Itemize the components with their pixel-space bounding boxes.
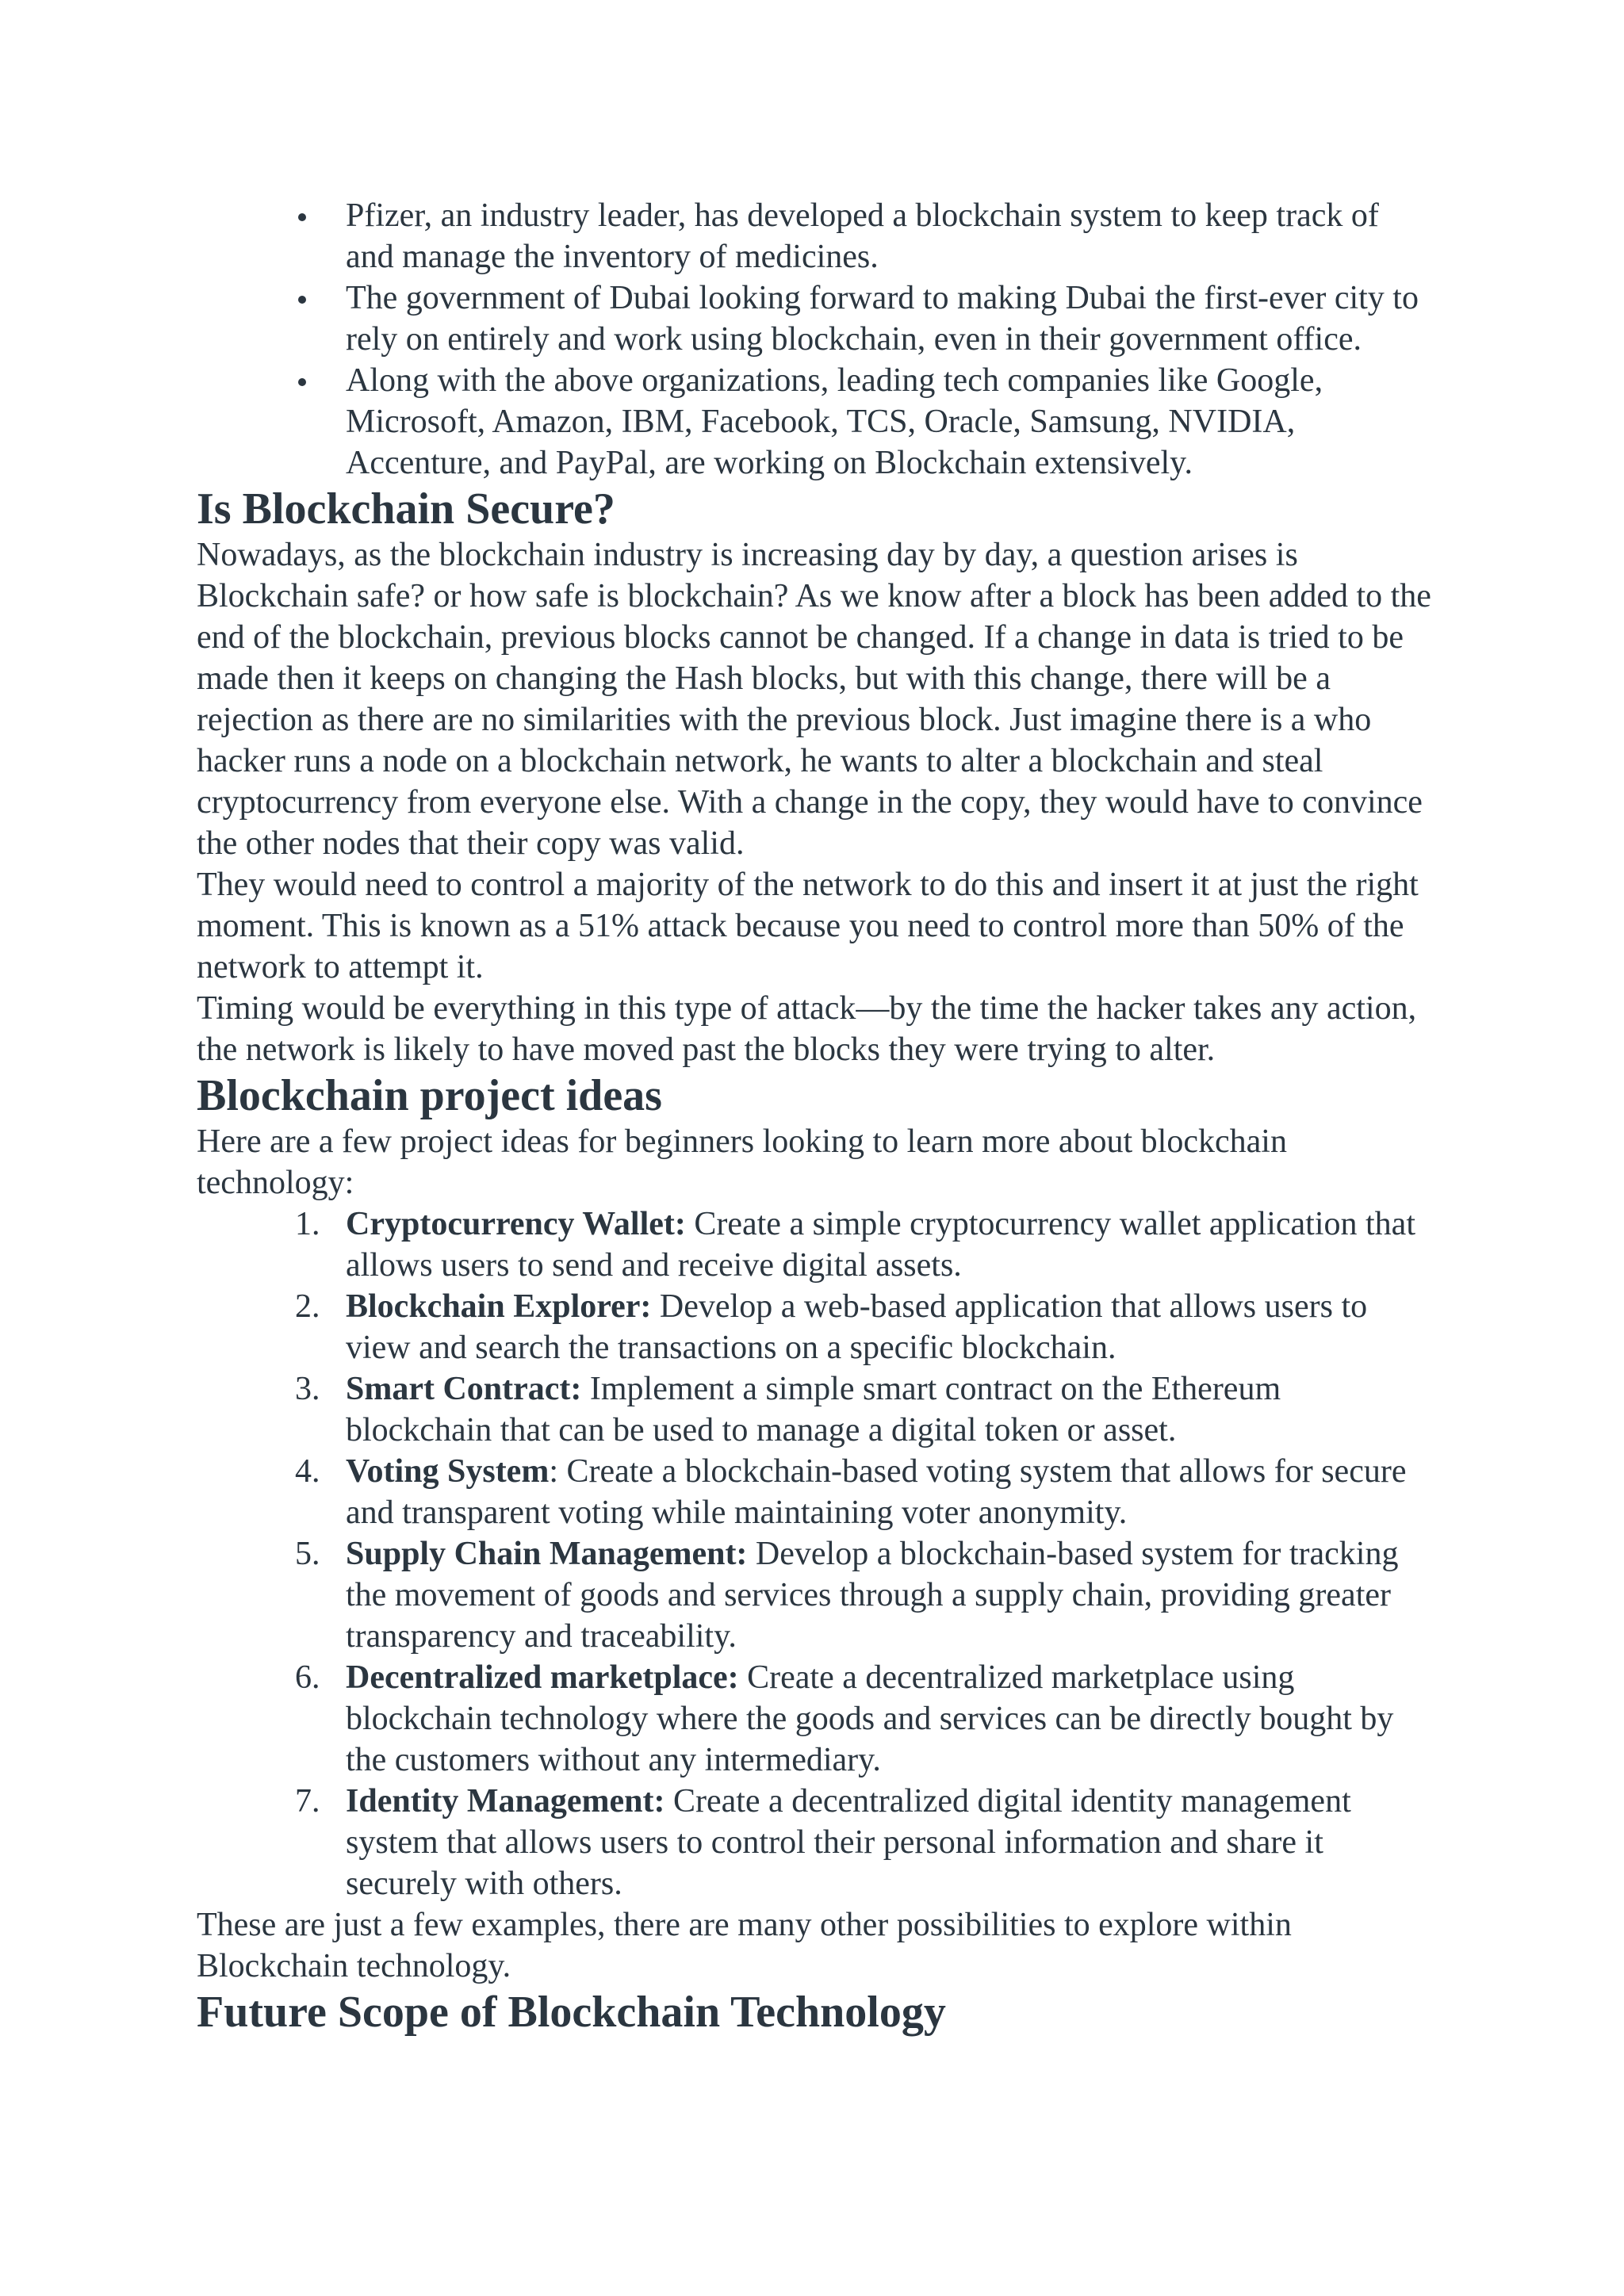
document-page xyxy=(197,195,1434,2038)
paragraph-outro: These are just a few examples, there are many other possibilities to explore within Blockchain technology. xyxy=(197,1907,1292,1984)
list-number: 2. xyxy=(295,1288,320,1325)
paragraph: Nowadays, as the blockchain industry is increasing day by day, a question arises is Blockchain safe? or how safe is blockchain? As we know after a block has been added to the end of the blockchain, previous blocks cannot be changed. If a change in data is tried to be made then it keeps on changing the Hash blocks, but with this change, there will be a rejection as there are no similarities with the previous block. Just imagine there is a who hacker runs a node on a blockchain network, he wants to alter a blockchain and steal cryptocurrency from everyone else. With a change in the copy, they would have to convince the other nodes that their copy was valid. xyxy=(197,537,1431,862)
section-heading-future: Future Scope of Blockchain Technology xyxy=(197,1988,946,2037)
item-text: Create a simple cryptocurrency wallet application that allows users to send and receive digital assets. xyxy=(346,1206,1415,1284)
item-text: Implement a simple smart contract on the Ethereum blockchain that can be used to manage a digital token or asset. xyxy=(346,1371,1281,1448)
list-number: 6. xyxy=(295,1659,320,1696)
list-number: 5. xyxy=(295,1536,320,1572)
paragraph: They would need to control a majority of the network to do this and insert it at just the right moment. This is known as a 51% attack because you need to control more than 50% of the network to attempt it. xyxy=(197,867,1419,985)
list-item xyxy=(295,1533,1434,1657)
item-text: Develop a web-based application that allows users to view and search the transactions on a specific blockchain. xyxy=(346,1288,1368,1366)
list-item xyxy=(295,1451,1434,1533)
project-ideas-list xyxy=(197,1203,1434,1904)
list-number: 3. xyxy=(295,1371,320,1407)
item-text: Develop a blockchain-based system for tracking the movement of goods and services through a supply chain, providing greater transparency and traceability. xyxy=(346,1536,1399,1655)
list-number: 7. xyxy=(295,1783,320,1820)
item-title: Decentralized marketplace: xyxy=(346,1659,739,1696)
bullet-item: Pfizer, an industry leader, has developed a blockchain system to keep track of and manage the inventory of medicines. xyxy=(346,195,1434,277)
list-item xyxy=(295,1368,1434,1451)
bullet-item: The government of Dubai looking forward to making Dubai the first-ever city to rely on entirely and work using blockchain, even in their government office. xyxy=(346,277,1434,360)
paragraph-intro: Here are a few project ideas for beginners looking to learn more about blockchain technology: xyxy=(197,1123,1287,1201)
list-item xyxy=(295,1203,1434,1286)
list-item xyxy=(295,1781,1434,1904)
list-number: 4. xyxy=(295,1453,320,1490)
paragraph: Timing would be everything in this type of attack—by the time the hacker takes any action, the network is likely to have moved past the blocks they were trying to alter. xyxy=(197,990,1417,1068)
item-text: : Create a blockchain-based voting system that allows for secure and transparent voting while maintaining voter anonymity. xyxy=(346,1453,1407,1531)
section-heading-secure: Is Blockchain Secure? xyxy=(197,484,615,534)
item-title: Voting System xyxy=(346,1453,550,1490)
list-number: 1. xyxy=(295,1206,320,1242)
item-title: Smart Contract: xyxy=(346,1371,582,1407)
adoption-bullet-list xyxy=(197,195,1434,484)
item-text: Create a decentralized marketplace using blockchain technology where the goods and services can be directly bought by the customers without any intermediary. xyxy=(346,1659,1394,1778)
section-heading-projects: Blockchain project ideas xyxy=(197,1071,662,1120)
item-title: Cryptocurrency Wallet: xyxy=(346,1206,686,1242)
item-text: Create a decentralized digital identity management system that allows users to control their personal information and share it securely with others. xyxy=(346,1783,1351,1902)
bullet-item: Along with the above organizations, leading tech companies like Google, Microsoft, Amazon, IBM, Facebook, TCS, Oracle, Samsung, NVIDIA, Accenture, and PayPal, are working on Blockchain extensively. xyxy=(346,360,1434,484)
list-item xyxy=(295,1657,1434,1781)
list-item xyxy=(295,1286,1434,1368)
item-title: Blockchain Explorer: xyxy=(346,1288,652,1325)
item-title: Identity Management: xyxy=(346,1783,665,1820)
item-title: Supply Chain Management: xyxy=(346,1536,748,1572)
